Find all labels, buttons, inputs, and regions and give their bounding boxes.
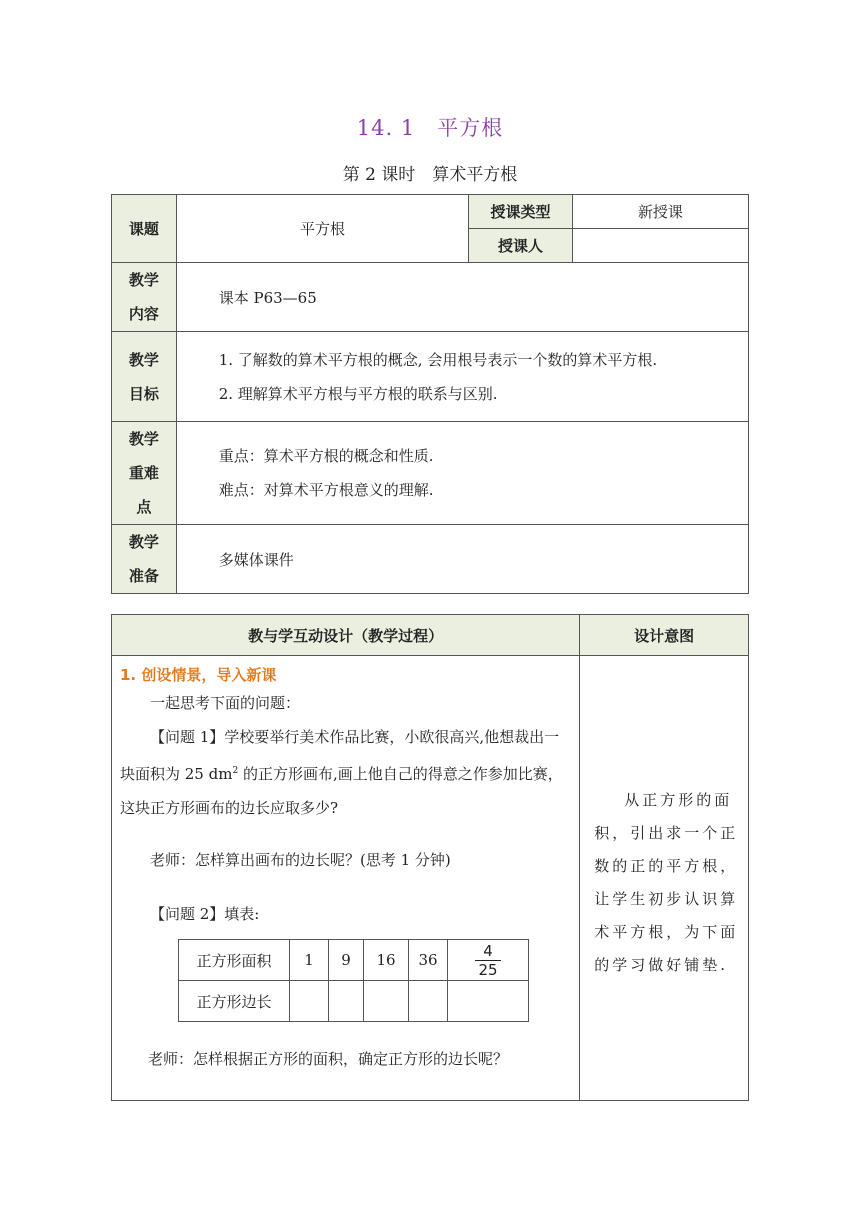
keypoint-item: 重点：算术平方根的概念和性质. bbox=[218, 447, 434, 465]
keypoint-label-line: 重难 bbox=[128, 464, 159, 482]
teaching-process-table bbox=[111, 614, 749, 1101]
question-1-text: 的正方形画布,画上他自己的得意之作参加比赛，这块正方形画布的边长应取多少? bbox=[120, 765, 563, 817]
prep-label bbox=[112, 525, 177, 594]
teacher-value bbox=[572, 229, 748, 263]
prep-value: 多媒体课件 bbox=[176, 525, 748, 594]
page-title: 14. 1 平方根 bbox=[356, 116, 504, 140]
fraction bbox=[475, 942, 500, 979]
goal-value bbox=[176, 332, 748, 422]
goal-item: 1. 了解数的算术平方根的概念, 会用根号表示一个数的算术平方根. bbox=[218, 350, 658, 369]
process-body bbox=[112, 656, 580, 1101]
prep-label-line: 教学 bbox=[128, 533, 159, 551]
fraction-numerator: 4 bbox=[475, 942, 500, 961]
fill-table-blank bbox=[329, 981, 364, 1022]
type-value: 新授课 bbox=[572, 195, 748, 229]
fill-table-blank bbox=[290, 981, 329, 1022]
topic-label: 课题 bbox=[112, 195, 177, 263]
goal-label bbox=[112, 332, 177, 422]
unit-superscript: 2 bbox=[232, 766, 239, 776]
design-intent bbox=[580, 656, 749, 1101]
content-label bbox=[112, 263, 177, 332]
fill-in-table bbox=[178, 939, 529, 1022]
design-intent-text: 从正方形的面积，引出求一个正数的正的平方根，让学生初步认识算术平方根，为下面的学习做好铺垫. bbox=[594, 791, 739, 974]
goal-item: 2. 理解算术平方根与平方根的联系与区别. bbox=[218, 384, 498, 403]
keypoint-value bbox=[176, 422, 748, 525]
section-title: 1. 创设情景，导入新课 bbox=[120, 666, 277, 684]
lesson-info-table bbox=[111, 194, 749, 594]
fill-table-blank bbox=[448, 981, 529, 1022]
type-label: 授课类型 bbox=[469, 195, 573, 229]
keypoint-item: 难点：对算术平方根意义的理解. bbox=[218, 481, 434, 499]
teacher-label: 授课人 bbox=[469, 229, 573, 263]
goal-label-line: 目标 bbox=[128, 384, 159, 403]
fill-table-side-label: 正方形边长 bbox=[179, 981, 290, 1022]
fill-table-blank bbox=[364, 981, 409, 1022]
keypoint-label-line: 教学 bbox=[128, 430, 159, 448]
process-header: 教与学互动设计（教学过程） bbox=[112, 615, 580, 656]
goal-label-line: 教学 bbox=[128, 350, 159, 369]
question-1-text: 【问题 1】学校要举行美术作品比赛，小欧很高兴,他想裁出一块面积为 25 dm bbox=[120, 728, 560, 783]
intent-header: 设计意图 bbox=[580, 615, 749, 656]
topic-value: 平方根 bbox=[176, 195, 469, 263]
content-value: 课本 P63—65 bbox=[176, 263, 748, 332]
page-subtitle: 第 2 课时 算术平方根 bbox=[342, 165, 518, 185]
keypoint-label-line: 点 bbox=[136, 498, 152, 516]
question-1 bbox=[120, 720, 571, 825]
fraction-denominator: 25 bbox=[478, 960, 498, 979]
fill-table-cell: 16 bbox=[364, 940, 409, 981]
fill-table-area-label: 正方形面积 bbox=[179, 940, 290, 981]
fill-table-blank bbox=[409, 981, 448, 1022]
content-label-line: 教学 bbox=[128, 271, 159, 289]
fill-table-cell: 9 bbox=[329, 940, 364, 981]
question-2: 【问题 2】填表: bbox=[150, 905, 260, 923]
intro-text: 一起思考下面的问题： bbox=[150, 694, 301, 712]
content-label-line: 内容 bbox=[128, 305, 159, 323]
fill-table-cell: 36 bbox=[409, 940, 448, 981]
teacher-question-1: 老师：怎样算出画布的边长呢？(思考 1 分钟) bbox=[150, 851, 451, 869]
prep-label-line: 准备 bbox=[128, 567, 159, 585]
keypoint-label bbox=[112, 422, 177, 525]
fill-table-cell: 1 bbox=[290, 940, 329, 981]
teacher-question-2: 老师：怎样根据正方形的面积，确定正方形的边长呢？ bbox=[148, 1050, 509, 1068]
fill-table-cell bbox=[448, 940, 529, 981]
